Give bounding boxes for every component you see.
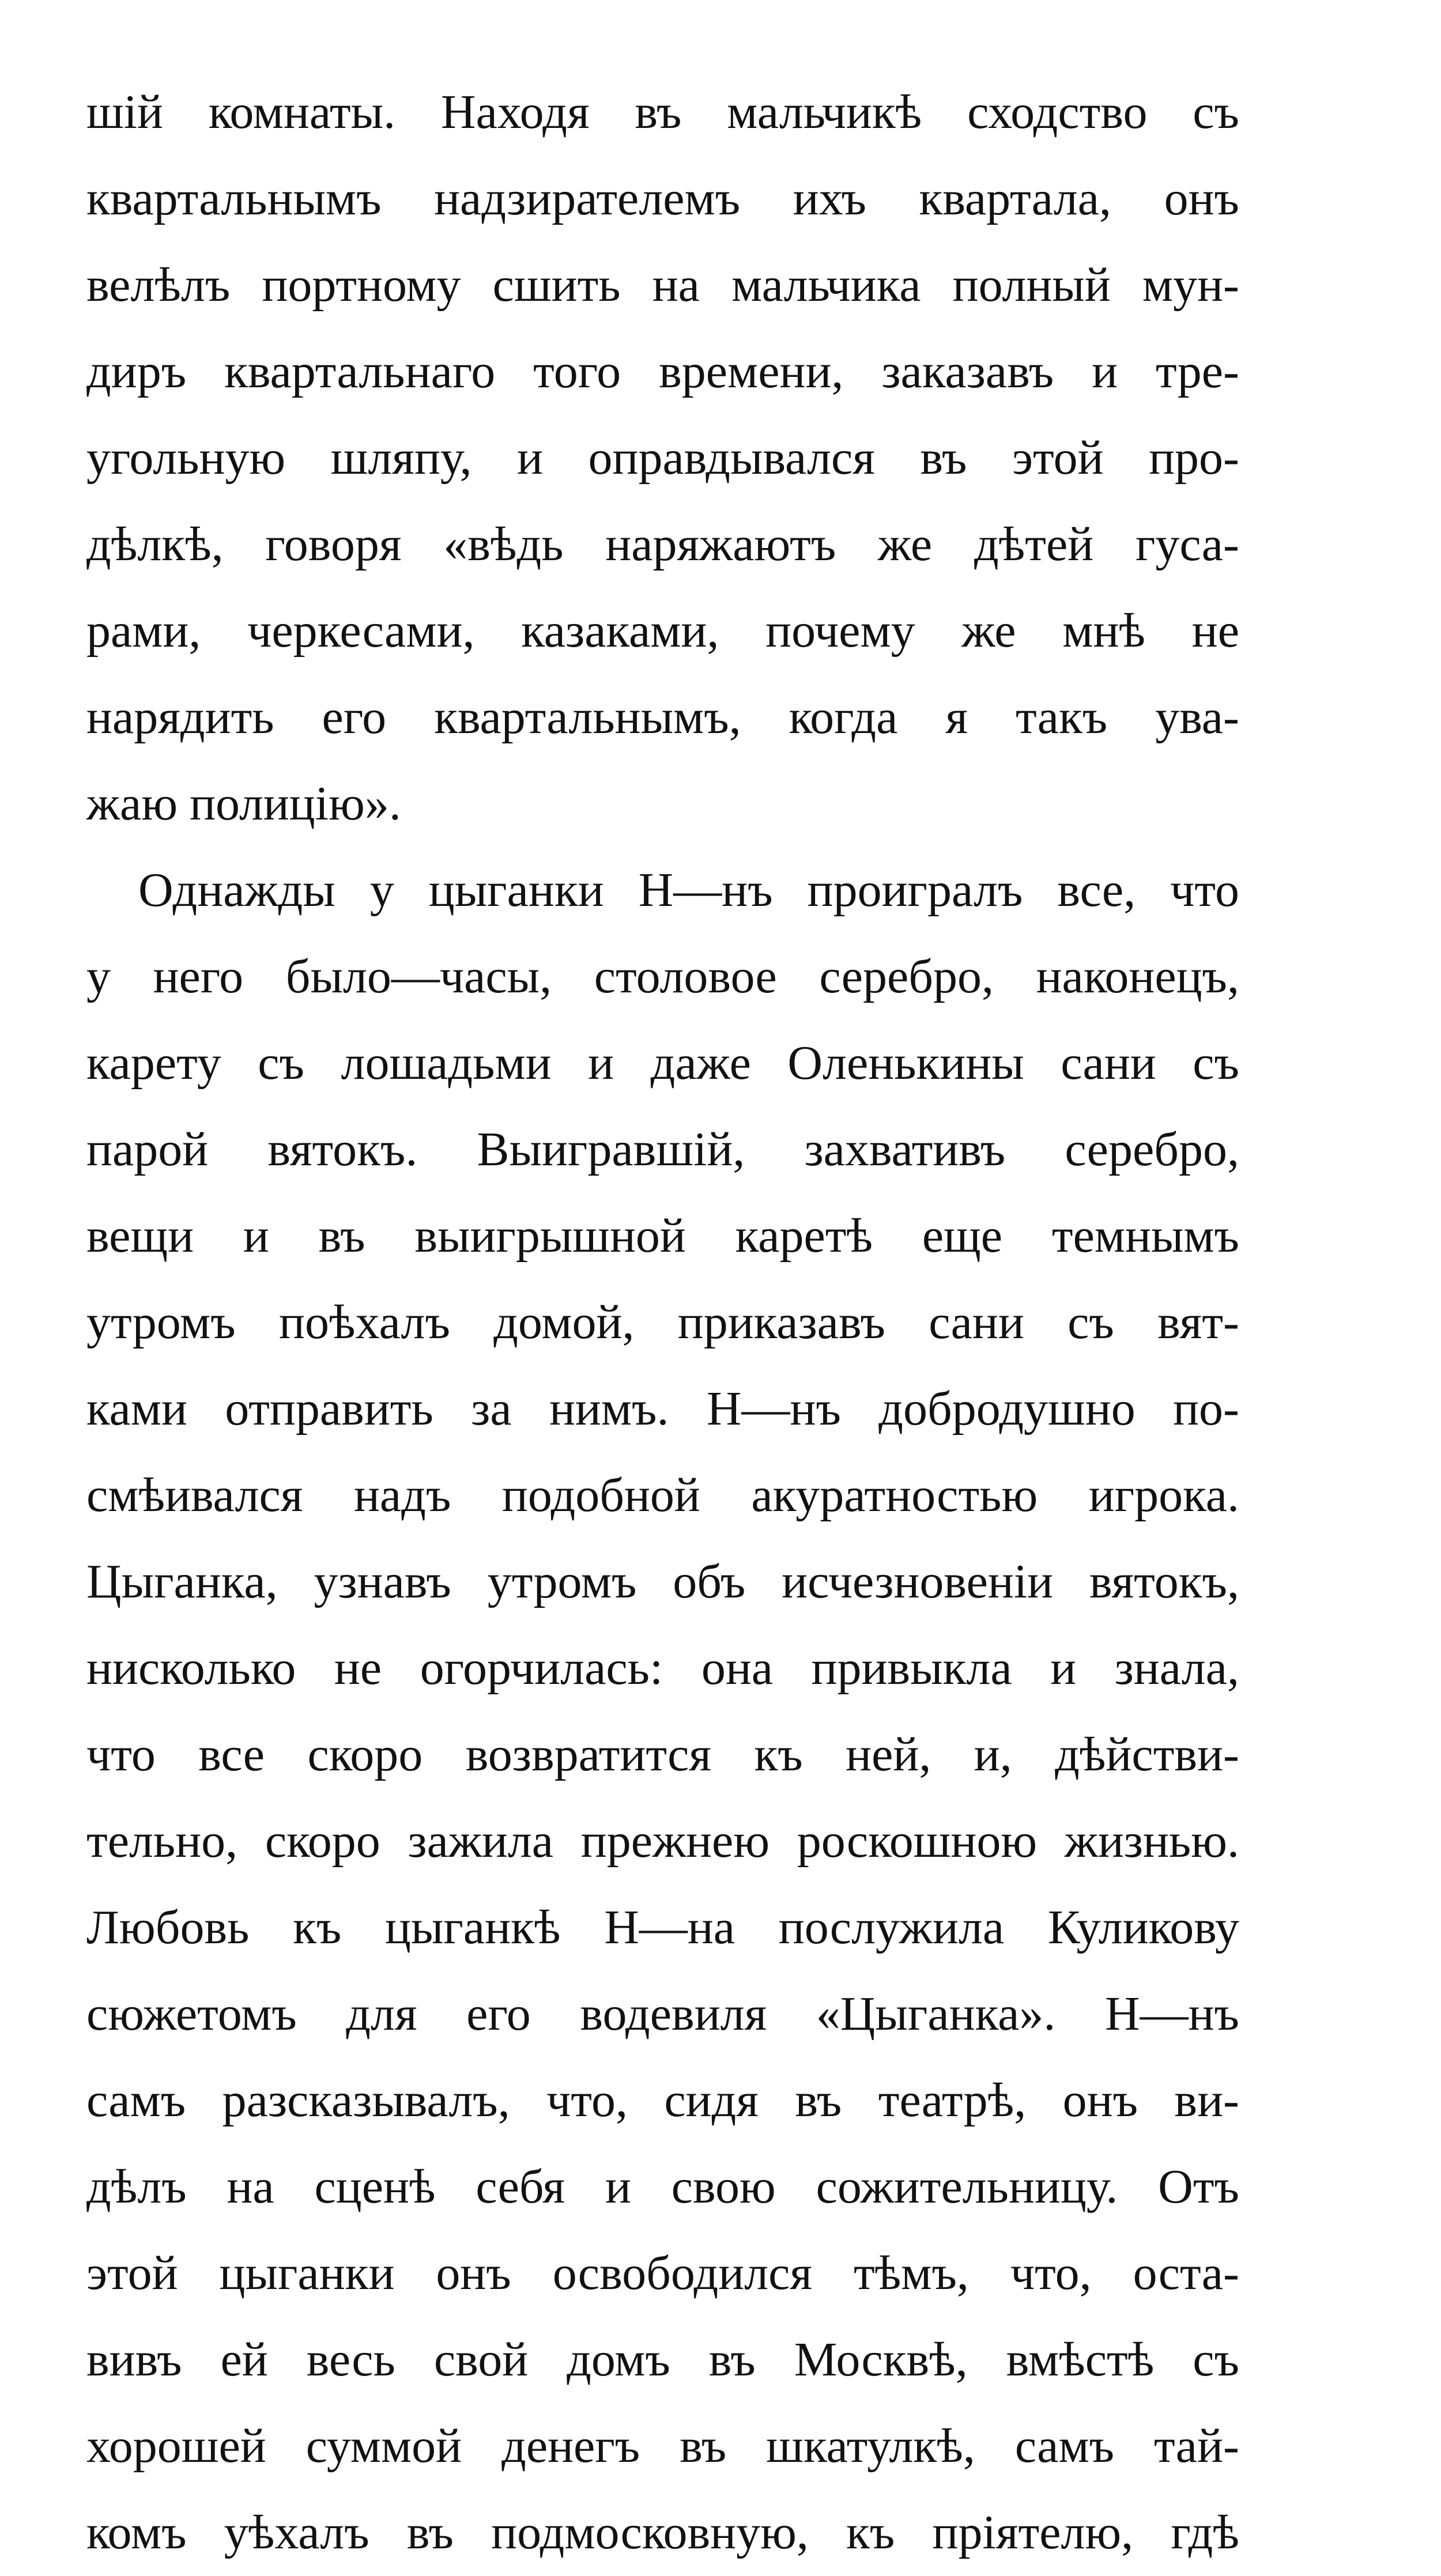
- text-line: хорошей суммой денегъ въ шкатулкѣ, самъ тай-: [86, 2419, 1239, 2473]
- text-line: диръ квартальнаго того времени, заказавъ и тре-: [86, 345, 1239, 398]
- text-line: дѣлкѣ, говоря «вѣдь наряжаютъ же дѣтей гуса-: [86, 518, 1239, 571]
- text-line: вещи и въ выигрышной каретѣ еще темнымъ: [86, 1209, 1239, 1263]
- text-line: нисколько не огорчилась: она привыкла и знала,: [86, 1641, 1239, 1695]
- text-line: комъ уѣхалъ въ подмосковную, къ пріятелю, гдѣ: [86, 2506, 1239, 2559]
- text-line: рами, черкесами, казаками, почему же мнѣ не: [86, 604, 1239, 658]
- text-line: шій комнаты. Находя въ мальчикѣ сходство съ: [86, 85, 1239, 139]
- text-line: тельно, скоро зажила прежнею роскошною жизнью.: [86, 1814, 1239, 1868]
- text-line: у него было—часы, столовое серебро, наконецъ,: [86, 950, 1239, 1003]
- text-line: утромъ поѣхалъ домой, приказавъ сани съ вят-: [86, 1295, 1239, 1349]
- text-line: смѣивался надъ подобной акуратностью игрока.: [86, 1468, 1239, 1522]
- text-line: Однажды у цыганки Н—нъ проигралъ все, что: [138, 863, 1239, 917]
- text-line: самъ разсказывалъ, что, сидя въ театрѣ, онъ ви-: [86, 2073, 1239, 2127]
- text-line: парой вятокъ. Выигравшій, захвативъ серебро,: [86, 1123, 1239, 1176]
- text-line: угольную шляпу, и оправдывался въ этой про-: [86, 431, 1239, 485]
- text-line: Любовь къ цыганкѣ Н—на послужила Куликову: [86, 1901, 1239, 1954]
- text-line: что все скоро возвратится къ ней, и, дѣйстви-: [86, 1728, 1239, 1781]
- text-line: карету съ лошадьми и даже Оленькины сани съ: [86, 1036, 1239, 1090]
- text-line: этой цыганки онъ освободился тѣмъ, что, оста-: [86, 2246, 1239, 2300]
- text-line: дѣлъ на сценѣ себя и свою сожительницу. Отъ: [86, 2160, 1239, 2214]
- text-line: нарядить его квартальнымъ, когда я такъ ува-: [86, 690, 1239, 744]
- text-line: вивъ ей весь свой домъ въ Москвѣ, вмѣстѣ съ: [86, 2333, 1239, 2386]
- text-line: квартальнымъ надзирателемъ ихъ квартала, онъ: [86, 172, 1239, 225]
- text-line: жаю полицію».: [86, 777, 401, 830]
- text-line: сюжетомъ для его водевиля «Цыганка». Н—нъ: [86, 1987, 1239, 2041]
- text-body: [86, 69, 1239, 2576]
- text-line: велѣлъ портному сшить на мальчика полный мун-: [86, 258, 1239, 312]
- text-line: ками отправить за нимъ. Н—нъ добродушно по-: [86, 1382, 1239, 1436]
- text-line: Цыганка, узнавъ утромъ объ исчезновеніи вятокъ,: [86, 1555, 1239, 1608]
